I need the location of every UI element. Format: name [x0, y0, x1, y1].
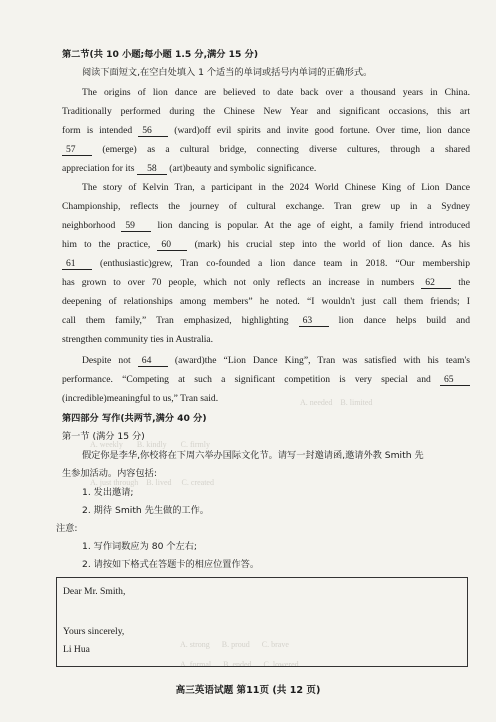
- blank-65[interactable]: 65: [440, 374, 470, 386]
- passage-line: Traditionally performed during the Chinese New Year and significant occasions, this art: [62, 106, 470, 117]
- text-run: him to the practice,: [62, 239, 151, 250]
- passage-line: [62, 258, 470, 270]
- bleed-through-text: A. needed B. limited: [300, 398, 373, 407]
- text-run: Despite not: [82, 355, 131, 366]
- blank-56[interactable]: 56: [138, 125, 168, 137]
- passage-line: The story of Kelvin Tran, a participant in the 2024 World Chinese King of Lion Dance: [82, 182, 470, 193]
- text-run: (art)beauty and symbolic significance.: [169, 163, 317, 174]
- passage-line: deepening of relationships among members” he noted. “I wouldn't just call them friends; I: [62, 296, 470, 307]
- section-heading: 第一节 (满分 15 分): [62, 431, 145, 442]
- text-run: appreciation for its: [62, 163, 135, 174]
- letter-closing: Yours sincerely,: [63, 626, 125, 637]
- notes-label: 注意:: [56, 523, 78, 534]
- page-footer: 高三英语试题 第11页 (共 12 页): [175, 685, 321, 696]
- text-run: performance. “Competing at such a significant competition is very special and: [62, 374, 431, 385]
- text-run: (ward)off evil spirits and invite good fortune. Over time, lion dance: [174, 125, 470, 136]
- text-run: (award)the “Lion Dance King”, Tran was satisfied with his team's: [174, 355, 470, 366]
- passage-line: strengthen community ties in Australia.: [62, 334, 214, 345]
- passage-line: The origins of lion dance are believed to date back over a thousand years in China.: [82, 87, 470, 98]
- text-run: (emerge) as a cultural bridge, connecting diverse cultures, through a shared: [102, 144, 470, 155]
- prompt-item: 1. 发出邀请;: [82, 487, 134, 498]
- passage-line: [62, 277, 470, 289]
- letter-salutation: Dear Mr. Smith,: [63, 586, 126, 597]
- text-run: lion dancing is popular. At the age of eight, a family friend introduced: [157, 220, 471, 231]
- text-run: has grown to over 70 people, which not only reflects an increase in numbers: [62, 277, 415, 288]
- passage-line: [62, 220, 470, 232]
- text-run: neighborhood: [62, 220, 116, 231]
- note-item: 1. 写作词数应为 80 个左右;: [82, 541, 198, 552]
- text-run: (mark) his crucial step into the world of lion dance. As his: [194, 239, 470, 250]
- blank-58[interactable]: 58: [137, 163, 167, 175]
- note-item: 2. 请按如下格式在答题卡的相应位置作答。: [82, 559, 260, 570]
- prompt-item: 2. 期待 Smith 先生做的工作。: [82, 505, 209, 516]
- text-run: the: [458, 277, 470, 288]
- passage-line: [62, 374, 470, 386]
- text-run: lion dance helps build and: [338, 315, 470, 326]
- text-run: call them family,” Tran emphasized, highlighting: [62, 315, 289, 326]
- part-heading: 第四部分 写作(共两节,满分 40 分): [62, 413, 207, 424]
- blank-64[interactable]: 64: [138, 355, 168, 367]
- writing-prompt: 假定你是李华,你校将在下周六举办国际文化节。请写一封邀请函,邀请外教 Smith 先: [82, 450, 424, 461]
- passage-line: Championship, reflects the journey of cultural exchange. Tran grew up in a Sydney: [62, 201, 470, 212]
- section-instruction: 阅读下面短文,在空白处填入 1 个适当的单词或括号内单词的正确形式。: [82, 67, 373, 78]
- blank-63[interactable]: 63: [299, 315, 329, 327]
- blank-60[interactable]: 60: [157, 239, 187, 251]
- writing-prompt: 生参加活动。内容包括:: [62, 468, 157, 479]
- letter-format-box: [56, 577, 468, 667]
- blank-61[interactable]: 61: [62, 258, 92, 270]
- bleed-through-text: A. weekly B. kindly C. firmly: [90, 440, 210, 449]
- blank-59[interactable]: 59: [121, 220, 151, 232]
- passage-line: [62, 144, 470, 156]
- blank-62[interactable]: 62: [421, 277, 451, 289]
- letter-signature: Li Hua: [63, 644, 90, 655]
- passage-line: (incredible)meaningful to us,” Tran said.: [62, 393, 219, 404]
- passage-line: [62, 315, 470, 327]
- passage-line: [62, 163, 470, 175]
- bleed-through-text: A. strong B. proud C. brave: [180, 640, 289, 649]
- passage-line: [62, 239, 470, 251]
- passage-line: [62, 125, 470, 137]
- section-heading: 第二节(共 10 小题;每小题 1.5 分,满分 15 分): [62, 49, 259, 60]
- bleed-through-text: A. formal B. ended C. lowered: [180, 660, 299, 669]
- bleed-through-text: A. just through B. lived C. created: [90, 478, 214, 487]
- text-run: (enthusiastic)grew, Tran co-founded a lion dance team in 2018. “Our membership: [100, 258, 470, 269]
- passage-line: [82, 355, 470, 367]
- blank-57[interactable]: 57: [62, 144, 92, 156]
- text-run: form is intended: [62, 125, 133, 136]
